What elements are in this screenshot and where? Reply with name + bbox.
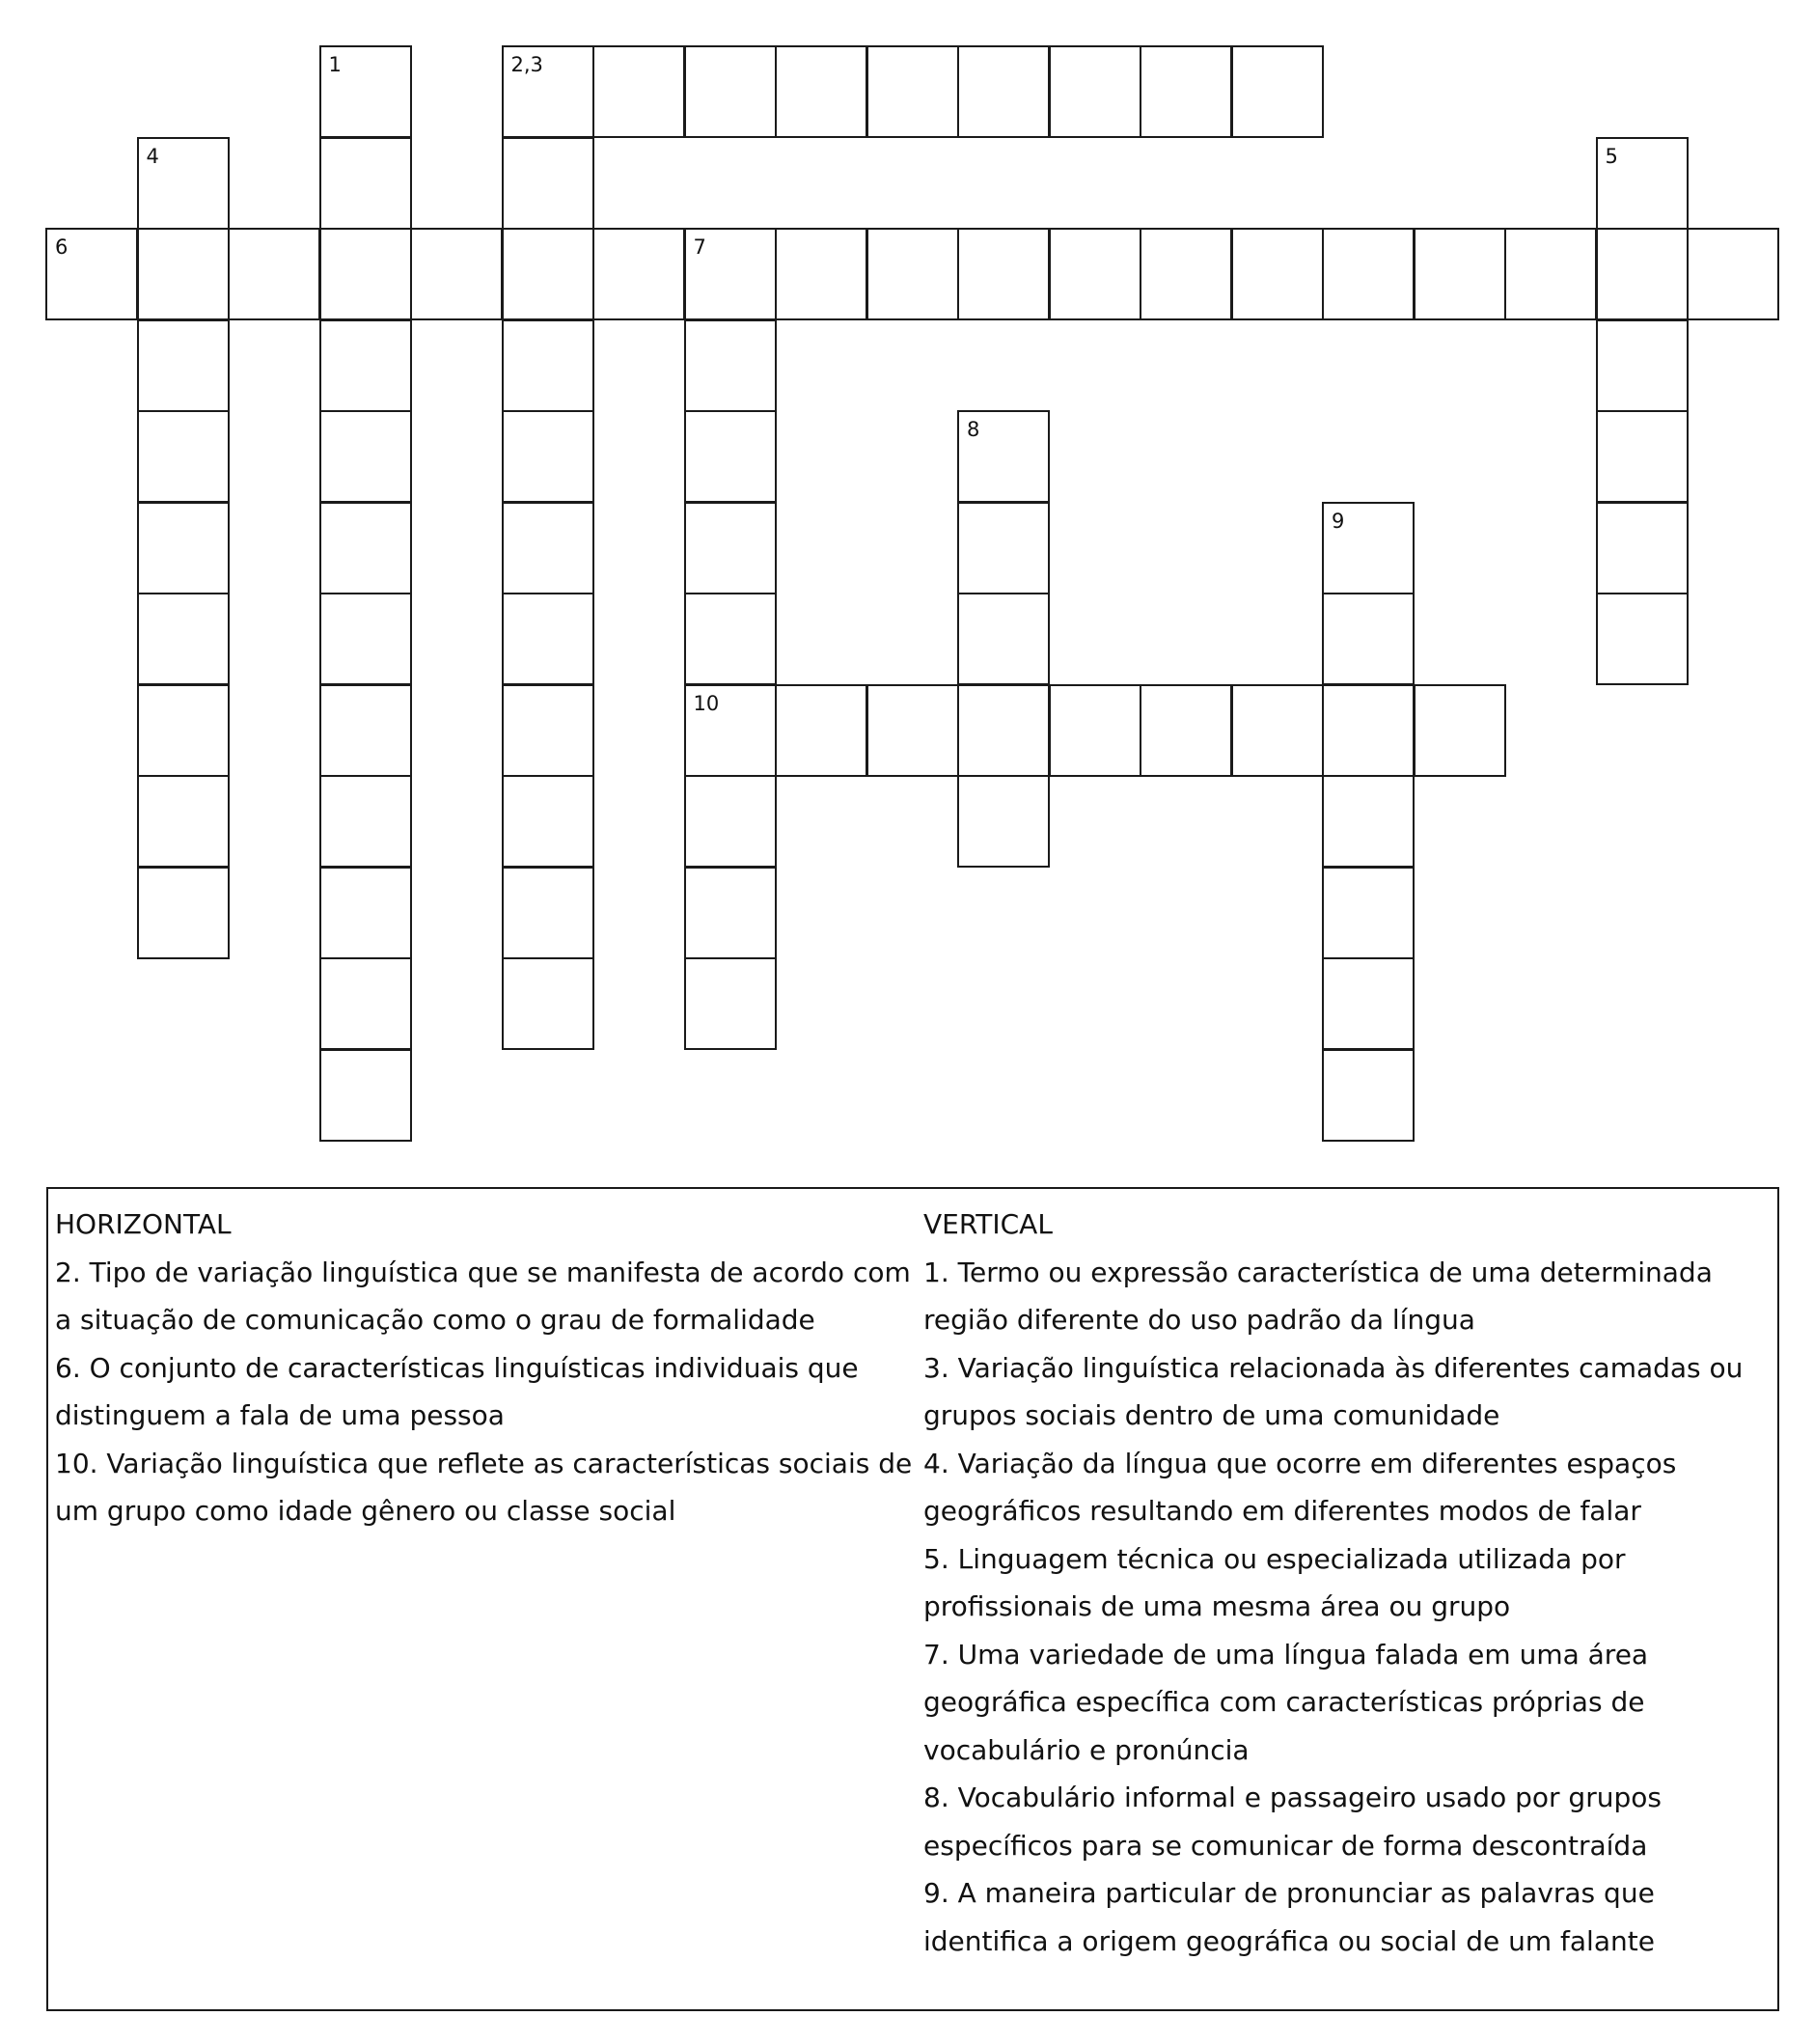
grid-cell[interactable] bbox=[1140, 228, 1232, 320]
clue-number: 10 bbox=[693, 691, 720, 715]
grid-cell[interactable] bbox=[866, 684, 959, 777]
grid-cell[interactable] bbox=[592, 228, 685, 320]
across-clues bbox=[55, 1201, 923, 1535]
grid-cell[interactable] bbox=[775, 684, 867, 777]
grid-cell[interactable] bbox=[684, 45, 777, 138]
down-clue-1: 1. Termo ou expressão característica de uma determinada região diferente do uso padrão da língua bbox=[923, 1256, 1713, 1336]
grid-cell[interactable] bbox=[45, 228, 138, 320]
grid-cell[interactable] bbox=[684, 228, 777, 320]
grid-cell[interactable] bbox=[1596, 593, 1689, 685]
across-clue-6: 6. O conjunto de características linguísticas individuais que distinguem a fala de uma pessoa bbox=[55, 1351, 859, 1431]
grid-cell[interactable] bbox=[1596, 228, 1689, 320]
grid-cell[interactable] bbox=[1596, 502, 1689, 594]
grid-cell[interactable] bbox=[319, 867, 412, 959]
grid-cell[interactable] bbox=[319, 957, 412, 1050]
grid-cell[interactable] bbox=[319, 319, 412, 412]
grid-cell[interactable] bbox=[866, 45, 959, 138]
grid-cell[interactable] bbox=[1140, 684, 1232, 777]
grid-cell[interactable] bbox=[228, 228, 320, 320]
down-clues bbox=[923, 1201, 1773, 1965]
grid-cell[interactable] bbox=[775, 228, 867, 320]
grid-cell[interactable] bbox=[502, 867, 594, 959]
clue-number: 4 bbox=[146, 144, 159, 168]
grid-cell[interactable] bbox=[684, 957, 777, 1050]
grid-cell[interactable] bbox=[684, 775, 777, 868]
grid-cell[interactable] bbox=[502, 410, 594, 503]
grid-cell[interactable] bbox=[957, 775, 1050, 868]
clue-number: 5 bbox=[1605, 144, 1618, 168]
grid-cell[interactable] bbox=[137, 319, 230, 412]
grid-cell[interactable] bbox=[1414, 684, 1506, 777]
clue-number: 8 bbox=[967, 418, 980, 441]
grid-cell[interactable] bbox=[957, 410, 1050, 503]
down-clue-7: 7. Uma variedade de uma língua falada em uma área geográfica específica com características próprias de vocabulário e pronúncia bbox=[923, 1638, 1649, 1766]
down-clue-3: 3. Variação linguística relacionada às diferentes camadas ou grupos sociais dentro de uma comunidade bbox=[923, 1351, 1744, 1431]
grid-cell[interactable] bbox=[137, 684, 230, 777]
grid-cell[interactable] bbox=[592, 45, 685, 138]
grid-cell[interactable] bbox=[502, 319, 594, 412]
grid-cell[interactable] bbox=[1322, 502, 1415, 594]
grid-cell[interactable] bbox=[957, 228, 1050, 320]
clue-number: 9 bbox=[1332, 509, 1345, 533]
grid-cell[interactable] bbox=[319, 45, 412, 138]
grid-cell[interactable] bbox=[1049, 45, 1141, 138]
grid-cell[interactable] bbox=[1322, 684, 1415, 777]
grid-cell[interactable] bbox=[1322, 775, 1415, 868]
grid-cell[interactable] bbox=[137, 593, 230, 685]
down-clue-4: 4. Variação da língua que ocorre em diferentes espaços geográficos resultando em diferentes modos de falar bbox=[923, 1447, 1677, 1527]
grid-cell[interactable] bbox=[866, 228, 959, 320]
grid-cell[interactable] bbox=[775, 45, 867, 138]
grid-cell[interactable] bbox=[684, 684, 777, 777]
grid-cell[interactable] bbox=[1140, 45, 1232, 138]
grid-cell[interactable] bbox=[137, 775, 230, 868]
down-clue-5: 5. Linguagem técnica ou especializada utilizada por profissionais de uma mesma área ou grupo bbox=[923, 1542, 1626, 1622]
grid-cell[interactable] bbox=[319, 1049, 412, 1142]
grid-cell[interactable] bbox=[1322, 593, 1415, 685]
grid-cell[interactable] bbox=[1414, 228, 1506, 320]
grid-cell[interactable] bbox=[137, 867, 230, 959]
grid-cell[interactable] bbox=[1596, 319, 1689, 412]
grid-cell[interactable] bbox=[957, 593, 1050, 685]
grid-cell[interactable] bbox=[502, 45, 594, 138]
grid-cell[interactable] bbox=[957, 684, 1050, 777]
grid-cell[interactable] bbox=[502, 228, 594, 320]
grid-cell[interactable] bbox=[1322, 228, 1415, 320]
grid-cell[interactable] bbox=[1596, 410, 1689, 503]
clue-number: 2,3 bbox=[510, 53, 543, 76]
grid-cell[interactable] bbox=[502, 957, 594, 1050]
grid-cell[interactable] bbox=[319, 137, 412, 230]
grid-cell[interactable] bbox=[502, 137, 594, 230]
grid-cell[interactable] bbox=[137, 502, 230, 594]
across-heading: HORIZONTAL bbox=[55, 1208, 232, 1240]
grid-cell[interactable] bbox=[684, 867, 777, 959]
grid-cell[interactable] bbox=[1322, 867, 1415, 959]
grid-cell[interactable] bbox=[319, 228, 412, 320]
grid-cell[interactable] bbox=[684, 410, 777, 503]
grid-cell[interactable] bbox=[502, 593, 594, 685]
grid-cell[interactable] bbox=[137, 137, 230, 230]
clue-number: 6 bbox=[55, 235, 69, 259]
grid-cell[interactable] bbox=[410, 228, 503, 320]
grid-cell[interactable] bbox=[1049, 228, 1141, 320]
grid-cell[interactable] bbox=[502, 502, 594, 594]
grid-cell[interactable] bbox=[1231, 684, 1324, 777]
grid-cell[interactable] bbox=[319, 684, 412, 777]
grid-cell[interactable] bbox=[137, 228, 230, 320]
grid-cell[interactable] bbox=[1322, 957, 1415, 1050]
grid-cell[interactable] bbox=[502, 775, 594, 868]
grid-cell[interactable] bbox=[319, 775, 412, 868]
grid-cell[interactable] bbox=[684, 593, 777, 685]
clue-box bbox=[46, 1187, 1779, 2011]
grid-cell[interactable] bbox=[684, 319, 777, 412]
grid-cell[interactable] bbox=[1049, 684, 1141, 777]
clue-number: 1 bbox=[328, 53, 342, 76]
across-clue-2: 2. Tipo de variação linguística que se manifesta de acordo com a situação de comunicação como o grau de formalidade bbox=[55, 1256, 911, 1336]
grid-cell[interactable] bbox=[1322, 1049, 1415, 1142]
across-clue-10: 10. Variação linguística que reflete as características sociais de um grupo como idade gênero ou classe social bbox=[55, 1447, 913, 1527]
grid-cell[interactable] bbox=[957, 502, 1050, 594]
grid-cell[interactable] bbox=[1231, 228, 1324, 320]
clue-number: 7 bbox=[693, 235, 706, 259]
grid-cell[interactable] bbox=[319, 410, 412, 503]
grid-cell[interactable] bbox=[137, 410, 230, 503]
grid-cell[interactable] bbox=[957, 45, 1050, 138]
grid-cell[interactable] bbox=[319, 502, 412, 594]
down-clue-8: 8. Vocabulário informal e passageiro usado por grupos específicos para se comunicar de forma descontraída bbox=[923, 1782, 1662, 1862]
grid-cell[interactable] bbox=[319, 593, 412, 685]
grid-cell[interactable] bbox=[502, 684, 594, 777]
grid-cell[interactable] bbox=[1596, 137, 1689, 230]
grid-cell[interactable] bbox=[1231, 45, 1324, 138]
down-heading: VERTICAL bbox=[923, 1208, 1053, 1240]
down-clue-9: 9. A maneira particular de pronunciar as palavras que identifica a origem geográfica ou social de um falante bbox=[923, 1877, 1655, 1957]
grid-cell[interactable] bbox=[1504, 228, 1597, 320]
grid-cell[interactable] bbox=[1687, 228, 1779, 320]
grid-cell[interactable] bbox=[684, 502, 777, 594]
